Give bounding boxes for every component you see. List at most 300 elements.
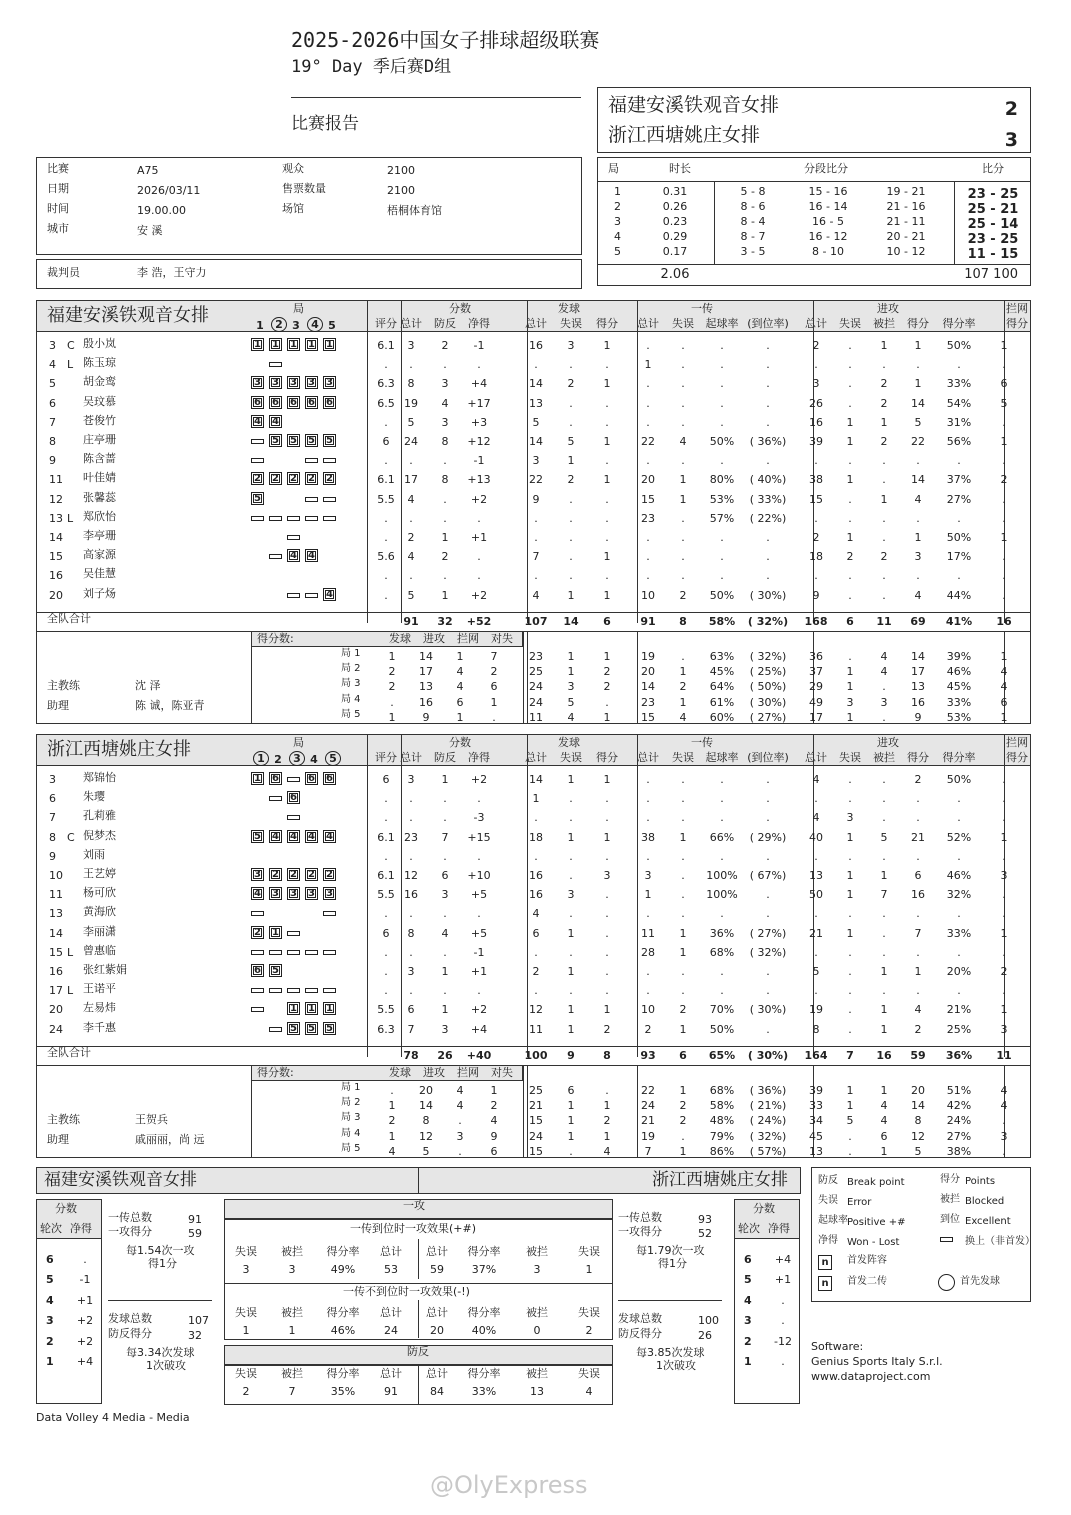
player-serve: 1	[567, 773, 575, 786]
player-name: 李丽潇	[83, 924, 116, 938]
player-rating: .	[384, 569, 388, 583]
player-points: 2	[441, 550, 449, 564]
starting-position: 3	[323, 887, 336, 900]
col-rule	[251, 1065, 252, 1157]
set-points: 20	[419, 1084, 433, 1097]
team-total: 59	[910, 1049, 926, 1062]
player-attack: 46%	[946, 869, 972, 882]
player-attack: .	[882, 773, 886, 786]
set-label: 局 3	[341, 678, 361, 690]
team-total: 6	[679, 1049, 687, 1062]
col-header-attack: 进攻	[877, 302, 899, 315]
rotation-net: +2	[76, 1334, 94, 1348]
starting-position: 4	[251, 415, 264, 428]
player-attack: .	[848, 1003, 852, 1017]
player-rating: 6.1	[377, 339, 395, 352]
defense-col: 总计	[426, 1367, 448, 1380]
software-label: Software:	[811, 1340, 864, 1353]
set-reception: 86%	[709, 1144, 735, 1158]
set-attack: .	[848, 1144, 852, 1158]
set-attack: 49	[809, 695, 823, 709]
set-serve: 15	[529, 1144, 543, 1158]
set-attack: 1	[846, 665, 854, 679]
info-value: 2100	[387, 184, 415, 197]
set-points: 16	[419, 695, 433, 709]
set-points: 9	[490, 1129, 498, 1143]
player-reception: 100%	[706, 869, 738, 882]
player-reception: .	[646, 849, 650, 863]
set-reception: 60%	[709, 710, 735, 724]
rotation-number: 1	[744, 1355, 752, 1368]
player-reception: 15	[641, 492, 655, 506]
player-rating: 6	[382, 435, 390, 448]
player-serve: .	[534, 811, 538, 825]
coach-label: 主教练	[47, 679, 80, 692]
starting-position: 5	[251, 830, 264, 843]
set-serve: 1	[603, 650, 611, 663]
set-attack: 39%	[946, 650, 972, 663]
set-number: 4	[614, 230, 621, 243]
set-reception: ( 27%)	[749, 710, 787, 724]
player-role: L	[67, 511, 74, 525]
player-serve: .	[569, 396, 573, 410]
pts-col-header: 发球	[389, 1066, 411, 1079]
player-serve: .	[605, 531, 609, 544]
player-block: .	[1002, 888, 1006, 902]
starting-position: 2	[305, 868, 318, 881]
player-attack: .	[848, 511, 852, 525]
col-header-rating: 评分	[375, 751, 397, 764]
player-block: 1	[1000, 339, 1008, 352]
player-serve: .	[569, 849, 573, 863]
player-attack: .	[957, 454, 961, 468]
player-attack: .	[882, 454, 886, 468]
player-block: .	[1002, 907, 1006, 921]
set-points: 12	[419, 1129, 433, 1143]
set-reception: .	[681, 1129, 685, 1143]
set-points: 5	[422, 1144, 430, 1158]
set-attack: 51%	[946, 1084, 972, 1097]
player-name: 陈含蔷	[83, 452, 116, 466]
team-total: 100	[524, 1049, 548, 1062]
starting-position: 1	[305, 1002, 318, 1015]
player-rating: 6.1	[377, 830, 395, 844]
set-serve: 25	[529, 665, 543, 679]
col-header: 总计	[637, 317, 659, 330]
player-reception: .	[720, 550, 724, 564]
substitute-marker	[305, 458, 318, 463]
player-points: .	[409, 792, 413, 806]
partial-2: 16 - 5	[812, 215, 844, 228]
divider	[108, 1300, 212, 1301]
player-serve: 14	[529, 773, 543, 786]
col-header: 净得	[468, 751, 490, 764]
set-attack: 33	[809, 1099, 823, 1113]
first-serve-icon	[938, 1274, 955, 1291]
player-block: 1	[1000, 830, 1008, 844]
stat-value: 107	[188, 1314, 209, 1327]
player-reception: .	[646, 569, 650, 583]
player-attack: 1	[846, 926, 854, 940]
player-attack: 14	[911, 396, 925, 410]
starting-position: 3	[323, 376, 336, 389]
divider	[418, 1167, 419, 1194]
set-number: 3	[614, 215, 621, 228]
set-duration: 0.29	[662, 230, 688, 243]
player-serve: .	[605, 811, 609, 825]
substitute-marker	[305, 516, 318, 521]
starting-position: 6	[251, 964, 264, 977]
player-serve: .	[569, 811, 573, 825]
player-block: .	[1002, 415, 1006, 429]
set-attack: 1	[846, 1084, 854, 1097]
info-label: 时间	[47, 202, 69, 215]
set-reception: 79%	[709, 1129, 735, 1143]
starting-position: 4	[269, 830, 282, 843]
rotation-net: .	[781, 1314, 785, 1328]
player-reception: 4	[679, 435, 687, 448]
set-attack: 13	[911, 680, 925, 694]
player-serve: .	[569, 550, 573, 564]
starting-position: 2	[251, 472, 264, 485]
starting-position: 2	[269, 868, 282, 881]
player-serve: 1	[603, 339, 611, 352]
set-attack: 36	[809, 650, 823, 663]
set-serve: 1	[567, 650, 575, 663]
rotation-net: .	[781, 1355, 785, 1368]
player-serve: 2	[567, 473, 575, 487]
player-rating: 6.1	[377, 473, 395, 487]
substitute-marker	[287, 988, 300, 993]
assistant-names: 陈 诚，陈亚青	[135, 699, 205, 712]
player-reception: .	[766, 792, 770, 806]
player-reception: 11	[641, 926, 655, 940]
stat-label: 发球总数	[618, 1312, 662, 1325]
player-number: 9	[49, 454, 56, 468]
set-attack: 1	[846, 1099, 854, 1113]
player-number: 11	[49, 888, 63, 902]
player-block: 1	[1000, 435, 1008, 448]
player-number: 14	[49, 926, 63, 940]
player-reception: 100%	[706, 888, 738, 902]
pts-header: 得分数:	[257, 1066, 294, 1079]
set-attack: 4	[880, 1114, 888, 1128]
set-reception: ( 25%)	[749, 665, 787, 679]
player-reception: .	[720, 377, 724, 391]
partial-3: 20 - 21	[886, 230, 926, 243]
set-serve: 4	[603, 1144, 611, 1158]
set-serve: 21	[529, 1099, 543, 1113]
set-serve: 1	[567, 1099, 575, 1113]
player-points: +2	[470, 588, 488, 602]
player-block: 2	[1000, 965, 1008, 978]
player-block: .	[1002, 569, 1006, 583]
player-reception: ( 22%)	[749, 511, 787, 525]
info-label: 观众	[282, 162, 304, 175]
set-duration: 0.23	[662, 215, 688, 228]
set-points: 2	[490, 665, 498, 679]
player-rating: 5.5	[377, 1003, 395, 1017]
col-header: 被拦	[873, 751, 895, 764]
set-attack: 29	[809, 680, 823, 694]
defense-value: 7	[288, 1385, 296, 1398]
player-serve: 1	[603, 377, 611, 391]
set-reception: 23	[641, 695, 655, 709]
rotation-number: 6	[46, 1253, 54, 1266]
player-attack: .	[957, 849, 961, 863]
player-name: 庄亭珊	[83, 433, 116, 446]
stat-note: 1次破攻	[146, 1359, 186, 1372]
player-attack: 27%	[946, 492, 972, 506]
col-header: 得分	[907, 751, 929, 764]
player-block: .	[1002, 492, 1006, 506]
player-serve: .	[534, 511, 538, 525]
player-attack: 3	[914, 550, 922, 564]
team-total: 11	[876, 615, 892, 628]
set-attack: 12	[911, 1129, 925, 1143]
set-attack: 13	[809, 1144, 823, 1158]
header-rule	[598, 181, 1030, 182]
defense-value: 84	[430, 1385, 444, 1398]
player-serve: 1	[567, 454, 575, 468]
set-reception: ( 21%)	[749, 1099, 787, 1113]
side-out-col: 总计	[426, 1245, 448, 1258]
team-total: ( 32%)	[747, 615, 789, 628]
player-points: +12	[467, 435, 491, 448]
set-points: .	[458, 1144, 462, 1158]
player-reception: 1	[679, 473, 687, 487]
substitute-marker	[251, 988, 264, 993]
team-total: 107	[524, 615, 548, 628]
player-points: .	[443, 945, 447, 959]
player-rating: .	[384, 531, 388, 544]
defense-value: 33%	[471, 1385, 497, 1398]
set-serve: 1	[567, 1114, 575, 1128]
set-serve: 6	[567, 1084, 575, 1097]
set-points: 6	[456, 695, 464, 709]
set-attack: 45%	[946, 680, 972, 694]
col-header-rating: 评分	[375, 317, 397, 330]
starting-position: 4	[269, 415, 282, 428]
team-total: 6	[603, 615, 611, 628]
starting-position: 6	[269, 396, 282, 409]
player-points: 8	[407, 377, 415, 391]
set-serve: 4	[567, 710, 575, 724]
set-attack: 20	[911, 1084, 925, 1097]
player-attack: 1	[880, 965, 888, 978]
player-serve: .	[605, 569, 609, 583]
player-serve: .	[569, 511, 573, 525]
set-reception: 7	[644, 1144, 652, 1158]
total-points: 107 100	[964, 267, 1018, 282]
player-attack: 3	[846, 811, 854, 825]
player-serve: .	[605, 492, 609, 506]
substitute-marker	[251, 1007, 264, 1012]
set-points: 1	[388, 650, 396, 663]
set-attack: 24%	[946, 1114, 972, 1128]
player-attack: 37%	[946, 473, 972, 487]
set-number: 5	[614, 245, 621, 258]
player-points: +2	[470, 1003, 488, 1017]
player-attack: 38	[809, 473, 823, 487]
player-reception: .	[646, 984, 650, 998]
player-attack: .	[916, 358, 920, 372]
player-serve: 2	[603, 1022, 611, 1036]
partial-1: 5 - 8	[740, 185, 766, 198]
player-serve: .	[605, 907, 609, 921]
set-attack: 4	[880, 665, 888, 679]
col-header: 防反	[434, 751, 456, 764]
info-label: 场馆	[282, 202, 304, 215]
player-points: +2	[470, 492, 488, 506]
set-reception: 20	[641, 665, 655, 679]
referee-box	[36, 259, 582, 289]
player-rating: .	[384, 907, 388, 921]
player-role: L	[67, 984, 74, 998]
set-serve: 1	[567, 1129, 575, 1143]
player-serve: 3	[603, 869, 611, 882]
player-rating: .	[384, 415, 388, 429]
player-attack: .	[957, 984, 961, 998]
player-serve: 1	[603, 1003, 611, 1017]
substitute-marker	[269, 362, 282, 367]
player-attack: 50%	[946, 339, 972, 352]
starting-position: 3	[251, 376, 264, 389]
legend-key: 起球率	[818, 1215, 848, 1226]
player-reception: 1	[679, 492, 687, 506]
side-out-col: 总计	[380, 1245, 402, 1258]
player-attack: 1	[880, 415, 888, 429]
set-label: 局 4	[341, 1127, 361, 1139]
player-name: 刘雨	[83, 847, 105, 861]
player-serve: 3	[567, 888, 575, 902]
player-points: -1	[473, 454, 485, 468]
set-label: 局 1	[341, 648, 361, 659]
player-attack: 40	[809, 830, 823, 844]
set-serve: 2	[603, 665, 611, 679]
defense-col: 总计	[380, 1367, 402, 1380]
player-attack: 1	[880, 869, 888, 882]
starting-position: 1	[287, 338, 300, 351]
player-attack: 52%	[946, 830, 972, 844]
player-attack: .	[957, 569, 961, 583]
player-points: .	[409, 811, 413, 825]
set-reception: 1	[679, 1144, 687, 1158]
assistant-label: 助理	[47, 699, 69, 712]
referee-names: 李 浩，王守力	[137, 266, 207, 279]
player-reception: .	[720, 849, 724, 863]
starting-position: 1	[323, 338, 336, 351]
player-reception: .	[646, 792, 650, 806]
player-attack: .	[916, 984, 920, 998]
player-points: +17	[467, 396, 491, 410]
stat-label: 一传总数	[108, 1211, 152, 1224]
player-reception: .	[720, 339, 724, 352]
set-attack: 17	[809, 710, 823, 724]
player-serve: .	[605, 926, 609, 940]
player-number: 6	[49, 792, 56, 806]
rotation-number: 5	[744, 1273, 752, 1287]
team-total: 6	[846, 615, 854, 628]
starting-position: 1	[287, 1002, 300, 1015]
set-serve: 3	[567, 680, 575, 694]
set-label: 局 2	[341, 1097, 361, 1109]
player-attack: .	[814, 358, 818, 372]
player-name: 胡金鸾	[83, 375, 116, 389]
player-attack: 1	[880, 339, 888, 352]
set-attack: 17	[911, 665, 925, 679]
player-role: C	[67, 830, 75, 844]
player-reception: .	[681, 869, 685, 882]
player-reception: 57%	[709, 511, 735, 525]
player-points: .	[477, 984, 481, 998]
player-attack: 2	[880, 377, 888, 391]
side-out-good: 一传到位时一攻效果(+#)	[350, 1222, 477, 1235]
player-points: +5	[470, 888, 488, 902]
set-points: .	[390, 695, 394, 709]
set-serve: .	[569, 1144, 573, 1158]
partial-3: 21 - 11	[886, 215, 926, 228]
rotation-title: 分数	[55, 1202, 77, 1215]
starting-position: 1	[251, 772, 264, 785]
player-rating: 6.5	[377, 396, 395, 410]
col-header-points: 分数	[449, 736, 471, 749]
substitute-marker	[287, 516, 300, 521]
info-value: A75	[137, 164, 159, 177]
set-points: 2	[490, 1099, 498, 1113]
set-index: 1	[256, 319, 264, 332]
player-attack: 1	[846, 869, 854, 882]
stat-value: 93	[698, 1213, 712, 1226]
player-points: 3	[441, 888, 449, 902]
player-points: 1	[441, 531, 449, 544]
partial-1: 8 - 4	[740, 215, 766, 228]
set-attack: 46%	[946, 665, 972, 679]
stat-note: 得1分	[658, 1257, 687, 1270]
legend-value: Error	[847, 1197, 872, 1208]
team-total: 26	[437, 1049, 453, 1062]
player-points: 3	[441, 377, 449, 391]
rotation-number: 4	[744, 1293, 752, 1307]
player-attack: 18	[809, 550, 823, 564]
player-reception: 22	[641, 435, 655, 448]
player-attack: 5	[812, 965, 820, 978]
player-reception: ( 29%)	[749, 830, 787, 844]
player-attack: .	[882, 792, 886, 806]
set-attack: 34	[809, 1114, 823, 1128]
player-reception: .	[766, 569, 770, 583]
partial-2: 16 - 12	[808, 230, 848, 243]
player-points: 4	[441, 926, 449, 940]
stat-value: 91	[188, 1213, 202, 1226]
home-team-name: 福建安溪铁观音女排	[608, 94, 780, 116]
player-serve: 1	[567, 588, 575, 602]
substitute-marker	[251, 516, 264, 521]
player-attack: .	[916, 945, 920, 959]
player-reception: 10	[641, 1003, 655, 1017]
set-points: 13	[419, 680, 433, 694]
player-reception: .	[720, 984, 724, 998]
player-serve: .	[534, 945, 538, 959]
player-reception: .	[681, 531, 685, 544]
set-duration: 0.17	[662, 245, 688, 258]
player-attack: 1	[914, 965, 922, 978]
player-reception: ( 36%)	[749, 435, 787, 448]
player-reception: .	[766, 415, 770, 429]
set-points: 3	[456, 1129, 464, 1143]
player-attack: 33%	[946, 926, 972, 940]
set-label: 局 1	[341, 1082, 361, 1093]
